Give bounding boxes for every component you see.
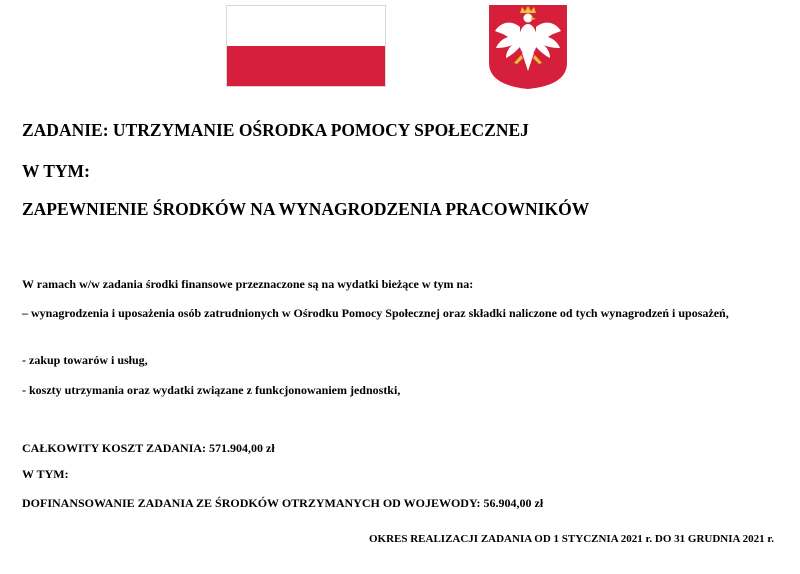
list-item-salaries: – wynagrodzenia i uposażenia osób zatrudnionych w Ośrodku Pomocy Społecznej oraz składki naliczone od tych wynagrodzeń i uposażeń, xyxy=(22,306,729,320)
in-that-label: W TYM: xyxy=(22,467,69,481)
intro-text: W ramach w/w zadania środki finansowe przeznaczone są na wydatki bieżące w tym na: xyxy=(22,277,474,291)
total-cost: CAŁKOWITY KOSZT ZADANIA: 571.904,00 zł xyxy=(22,441,275,455)
salaries-heading: ZAPEWNIENIE ŚRODKÓW NA WYNAGRODZENIA PRACOWNIKÓW xyxy=(22,199,590,219)
cofinancing-amount: DOFINANSOWANIE ZADANIA ZE ŚRODKÓW OTRZYMANYCH OD WOJEWODY: 56.904,00 zł xyxy=(22,496,544,510)
flag-red-stripe xyxy=(227,46,385,86)
list-item-purchases: - zakup towarów i usług, xyxy=(22,353,148,367)
list-item-maintenance: - koszty utrzymania oraz wydatki związane z funkcjonowaniem jednostki, xyxy=(22,383,401,397)
polish-eagle-emblem-icon xyxy=(486,3,570,91)
flag-white-stripe xyxy=(227,6,385,46)
polish-flag-icon xyxy=(226,5,386,87)
in-that-heading: W TYM: xyxy=(22,161,90,181)
realization-period: OKRES REALIZACJI ZADANIA OD 1 STYCZNIA 2021 r. DO 31 GRUDNIA 2021 r. xyxy=(368,533,774,545)
task-heading: ZADANIE: UTRZYMANIE OŚRODKA POMOCY SPOŁECZNEJ xyxy=(22,120,529,140)
